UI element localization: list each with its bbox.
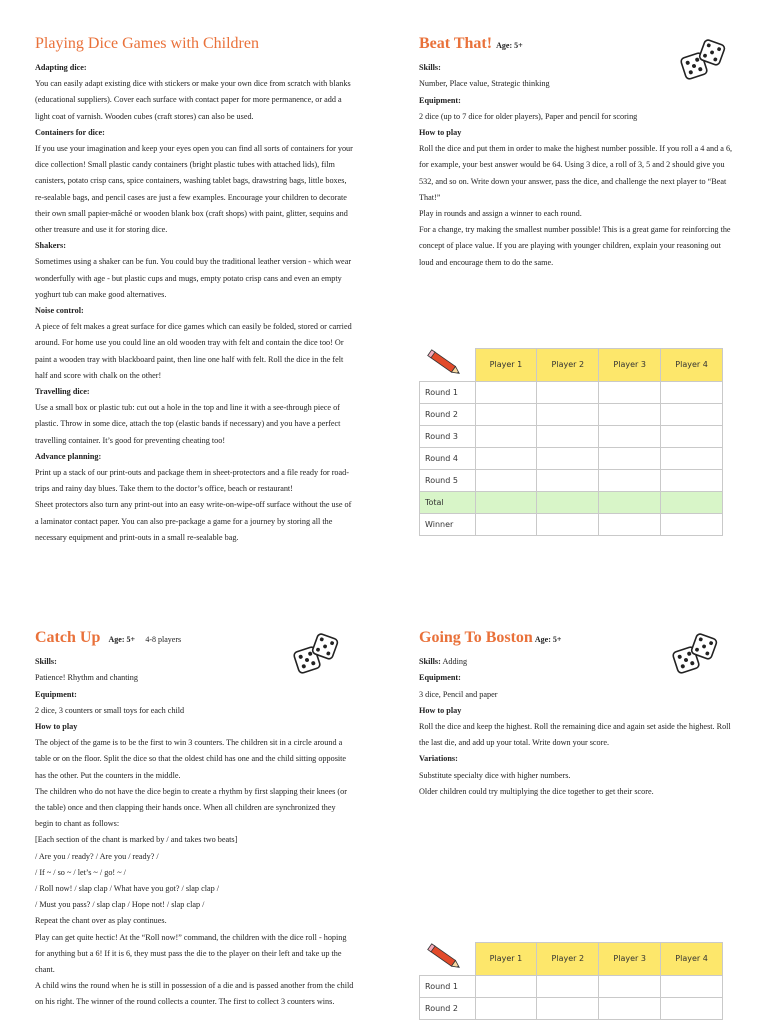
noise-text: A piece of felt makes a great surface for dice games which can easily be folded, stored or carried around. For home use you could line an old wooden tray with felt and contain the dice too! Or paint a wooden tray with blackboard paint, then line one half with felt. Roll the dice in the felt half and score with chalk on the other!: [35, 322, 352, 380]
boston-variation-2: Older children could try multiplying the dice together to get their score.: [419, 786, 654, 796]
catch-up-title: Catch Up: [35, 629, 101, 646]
beat-that-howto-3: For a change, try making the smallest number possible! This is a great game for reinforcing the concept of place value. If you are playing with younger children, explain your reasoning out loud and encourage them to do the same.: [419, 225, 731, 267]
beat-that-title: Beat That!: [419, 35, 493, 52]
boston-equipment: 3 dice, Pencil and paper: [419, 689, 498, 699]
catch-up-equipment-heading: Equipment:: [35, 689, 77, 699]
score-cell[interactable]: [661, 425, 723, 447]
row-label: Winner: [420, 513, 476, 535]
score-cell[interactable]: [661, 403, 723, 425]
adapting-heading: Adapting dice:: [35, 63, 87, 72]
row-label: Total: [420, 491, 476, 513]
noise-heading: Noise control:: [35, 306, 84, 316]
dice-icon: [680, 38, 726, 82]
score-cell[interactable]: [661, 975, 723, 997]
table-corner: [420, 349, 476, 382]
catch-up-line: [Each section of the chant is marked by / and takes two beats]: [35, 835, 238, 845]
score-cell[interactable]: [475, 447, 537, 469]
dice-icon: [672, 632, 718, 676]
score-cell[interactable]: [537, 447, 599, 469]
score-cell[interactable]: [475, 469, 537, 491]
boston-age: Age: 5+: [534, 635, 562, 644]
beat-that-skills-heading: Skills:: [419, 63, 441, 73]
score-cell[interactable]: [599, 513, 661, 535]
advance-text-1: Print up a stack of our print-outs and package them in sheet-protectors and a file ready for road-trips and rainy day blues. Take them to the doctor’s office, beach or restaurant!: [35, 468, 349, 494]
beat-that-equipment: 2 dice (up to 7 dice for older players), Paper and pencil for scoring: [419, 111, 638, 121]
score-cell[interactable]: [475, 997, 537, 1019]
table-row: [420, 425, 723, 447]
pencil-icon: [425, 349, 465, 379]
travel-text: Use a small box or plastic tub: cut out a hole in the top and line it with a see-through piece of plastic. Throw in some dice, attach the top (elastic bands if necessary) and you have a perfect travelling container. It’s good for preventing cheating too!: [35, 403, 341, 445]
player-header: Player 3: [599, 349, 661, 382]
boston-title: Going To Boston: [419, 629, 533, 646]
boston-howto-heading: How to play: [419, 705, 462, 715]
catch-up-players: 4-8 players: [145, 635, 182, 644]
catch-up-line: / If ~ / so ~ / let’s ~ / go! ~ /: [35, 867, 126, 877]
row-label: Round 5: [420, 469, 476, 491]
score-table-boston: [419, 942, 723, 1020]
score-cell[interactable]: [537, 513, 599, 535]
row-label: Round 4: [420, 447, 476, 469]
table-row: [420, 469, 723, 491]
score-table-beat-that: [419, 348, 723, 536]
score-cell[interactable]: [537, 425, 599, 447]
travel-heading: Travelling dice:: [35, 387, 90, 397]
score-cell[interactable]: [599, 403, 661, 425]
table-row: [420, 381, 723, 403]
score-cell[interactable]: [475, 513, 537, 535]
row-label: Round 1: [420, 975, 476, 997]
row-label: Round 1: [420, 381, 476, 403]
score-cell[interactable]: [537, 491, 599, 513]
catch-up-line: The children who do not have the dice begin to create a rhythm by first slapping their knees (or the table) once and then clapping their hands once. When all children are synchronized they begin to chant as follows:: [35, 786, 347, 829]
player-header: Player 4: [661, 349, 723, 382]
catch-up-skills: Patience! Rhythm and chanting: [35, 673, 138, 683]
shakers-text: Sometimes using a shaker can be fun. You could buy the traditional leather version - which wear wonderfully with age - but plastic cups and mugs, empty potato crisp cans and even an empty yoghurt tub can make good alternatives.: [35, 257, 352, 299]
score-cell[interactable]: [599, 975, 661, 997]
score-cell[interactable]: [475, 491, 537, 513]
intro-section: [35, 34, 355, 546]
score-cell[interactable]: [475, 425, 537, 447]
score-cell[interactable]: [599, 381, 661, 403]
catch-up-line: / Roll now! / slap clap / What have you got? / slap clap /: [35, 884, 220, 894]
table-row: [420, 513, 723, 535]
score-cell[interactable]: [599, 447, 661, 469]
score-cell[interactable]: [599, 425, 661, 447]
catch-up-equipment: 2 dice, 3 counters or small toys for each child: [35, 705, 185, 715]
score-cell[interactable]: [599, 997, 661, 1019]
score-cell[interactable]: [537, 403, 599, 425]
score-cell[interactable]: [661, 491, 723, 513]
beat-that-howto-2: Play in rounds and assign a winner to each round.: [419, 209, 582, 219]
player-header: Player 3: [599, 943, 661, 976]
score-cell[interactable]: [661, 447, 723, 469]
advance-text-2: Sheet protectors also turn any print-out into an easy write-on-wipe-off surface without the use of a laminator contact paper. You can also pre-package a game for a journey by storing all the necessary equipment and print-outs in a small re-sealable bag.: [35, 500, 352, 542]
table-row: [420, 997, 723, 1019]
table-row: [420, 403, 723, 425]
boston-variation-1: Substitute specialty dice with higher numbers.: [419, 770, 571, 780]
row-label: Round 3: [420, 425, 476, 447]
table-row: [420, 975, 723, 997]
score-cell[interactable]: [475, 403, 537, 425]
shakers-heading: Shakers:: [35, 241, 66, 251]
beat-that-skills: Number, Place value, Strategic thinking: [419, 79, 550, 89]
player-header: Player 2: [537, 943, 599, 976]
beat-that-howto-1: Roll the dice and put them in order to make the highest number possible. If you roll a 4 and a 6, for example, your best answer would be 64. Using 3 dice, a roll of 3, 5 and 2 should give you 532, and so on. Write down your answer, pass the dice, and challenge the next player to “Beat That!”: [419, 144, 733, 202]
row-label: Round 2: [420, 997, 476, 1019]
score-cell[interactable]: [475, 975, 537, 997]
adapting-text: You can easily adapt existing dice with stickers or make your own dice from scratch with blanks (educational suppliers). Cover each surface with contact paper for more permanence, or add a light coat of varnish. Wooden cubes (craft stores) can also be used.: [35, 79, 351, 121]
catch-up-section: [35, 628, 355, 1011]
catch-up-line: / Must you pass? / slap clap / Hope not! / slap clap /: [35, 900, 205, 910]
score-cell[interactable]: [537, 997, 599, 1019]
row-label: Round 2: [420, 403, 476, 425]
player-header: Player 4: [661, 943, 723, 976]
score-cell[interactable]: [599, 491, 661, 513]
boston-skills-heading: Skills:: [419, 657, 441, 667]
catch-up-line: The object of the game is to be the first to win 3 counters. The children sit in a circle around a table or on the floor. Split the dice so that the oldest child has one and the child sitting opposite has the other. Put the counters in the middle.: [35, 738, 347, 780]
score-cell[interactable]: [537, 975, 599, 997]
containers-text: If you use your imagination and keep your eyes open you can find all sorts of containers for your dice collection! Small plastic candy containers (bright plastic tubes with attached lids), film canisters, potato crisp cans, spice containers, washing tablet bags, drawstring bags, little boxes, re-sealable bags, and pencil cases are just a few examples. Encourage your children to decorate their own small papier-mâché or wooden blank box (craft shops) with paint, glitter, sequins and other treasure and use it for storing dice.: [35, 144, 353, 235]
score-cell[interactable]: [537, 381, 599, 403]
intro-title: Playing Dice Games with Children: [35, 35, 259, 52]
player-header: Player 1: [475, 943, 537, 976]
pencil-icon: [425, 943, 465, 973]
catch-up-line: Repeat the chant over as play continues.: [35, 916, 167, 926]
score-cell[interactable]: [661, 997, 723, 1019]
catch-up-age: Age: 5+: [108, 635, 136, 644]
table-row: [420, 447, 723, 469]
player-header: Player 1: [475, 349, 537, 382]
score-cell[interactable]: [475, 381, 537, 403]
catch-up-skills-heading: Skills:: [35, 657, 57, 667]
beat-that-equipment-heading: Equipment:: [419, 95, 461, 105]
player-header: Player 2: [537, 349, 599, 382]
score-cell[interactable]: [661, 513, 723, 535]
advance-heading: Advance planning:: [35, 451, 102, 461]
boston-howto: Roll the dice and keep the highest. Roll the remaining dice and again set aside the highest. Roll the last die, and add up your total. Write down your score.: [419, 722, 731, 748]
beat-that-howto-heading: How to play: [419, 128, 462, 138]
beat-that-age: Age: 5+: [496, 41, 523, 50]
dice-icon: [293, 632, 339, 676]
boston-variations-heading: Variations:: [419, 754, 458, 764]
score-cell[interactable]: [661, 469, 723, 491]
score-cell[interactable]: [661, 381, 723, 403]
catch-up-line: A child wins the round when he is still in possession of a die and is passed another from the child on his right. The winner of the round collects a counter. The first to collect 3 counters wins.: [35, 981, 354, 1007]
score-cell[interactable]: [599, 469, 661, 491]
table-corner: [420, 943, 476, 976]
catch-up-line: Play can get quite hectic! At the “Roll now!” command, the children with the dice roll - hoping for anything but a 6! If it is 6, they must pass the die to the player on their left and take up the chant.: [35, 932, 347, 975]
catch-up-line: / Are you / ready? / Are you / ready? /: [35, 851, 159, 861]
boston-equipment-heading: Equipment:: [419, 673, 461, 683]
catch-up-howto-heading: How to play: [35, 722, 78, 732]
containers-heading: Containers for dice:: [35, 127, 105, 137]
boston-skills: Adding: [442, 657, 468, 667]
table-row-total: [420, 491, 723, 513]
score-cell[interactable]: [537, 469, 599, 491]
